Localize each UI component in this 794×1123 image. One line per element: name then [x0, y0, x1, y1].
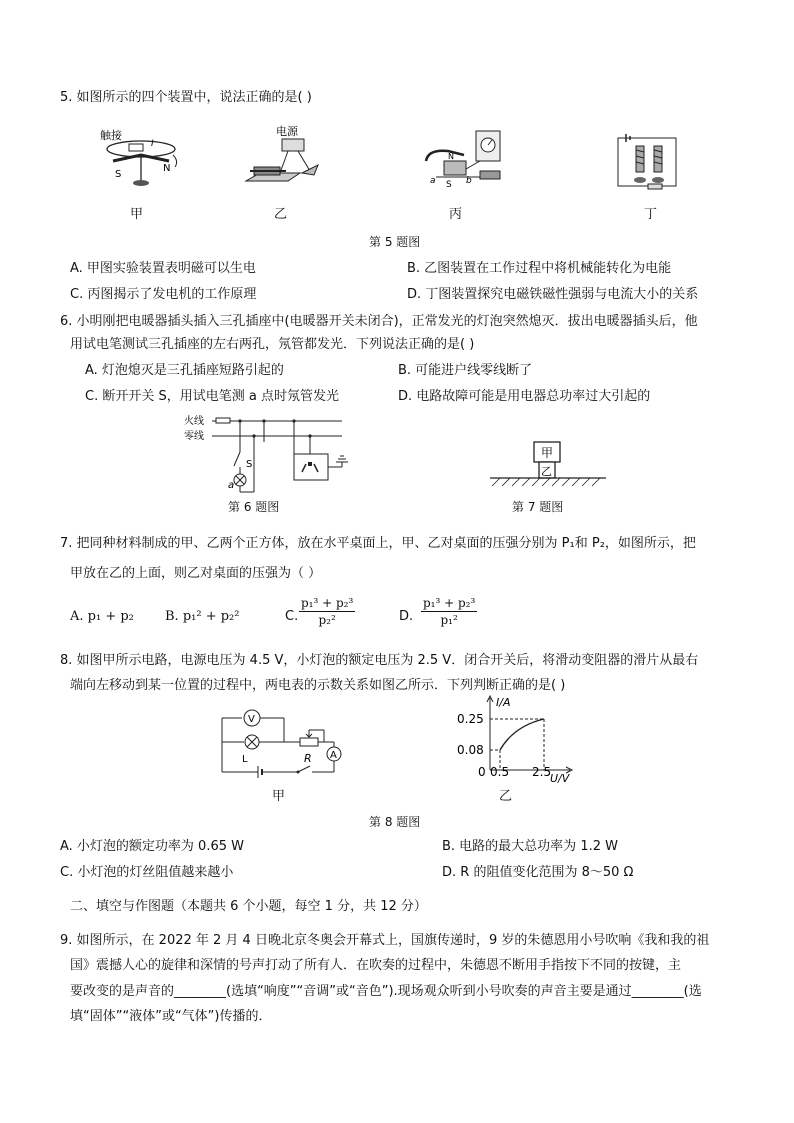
- q5-fig-chujie-label: 触接: [100, 129, 122, 142]
- q7-fig-jia-label: 甲: [541, 446, 554, 460]
- q5-stem: 5. 如图所示的四个装置中，说法正确的是( ): [60, 90, 312, 105]
- q8-fig-i-axis-label: I/A: [496, 696, 511, 709]
- q6-stem-line1: 6. 小明刚把电暖器插头插入三孔插座中(电暖器开关未闭合)，正常发光的灯泡突然熄灭．拔出电暖器插头后，他: [60, 314, 698, 329]
- q5-fig-bing-n-label: N: [448, 152, 454, 161]
- section2-heading: 二、填空与作图题（本题共 6 个小题，每空 1 分，共 12 分）: [70, 899, 427, 914]
- q8-label-jia: 甲: [272, 789, 286, 804]
- q8-fig-xtick-05: 0.5: [490, 765, 510, 779]
- q5-figure-yi: [240, 123, 325, 193]
- q8-fig-u-axis-label: U/V: [550, 772, 570, 785]
- q8-figure-graph: [452, 692, 592, 784]
- q7-caption: 第 7 题图: [512, 500, 564, 514]
- q7-option-d-fraction: [421, 596, 477, 627]
- q8-option-c: C. 小灯泡的灯丝阻值越来越小: [60, 865, 234, 880]
- q5-fig-a-label: a: [430, 176, 436, 186]
- q7-option-d-label: D.: [399, 609, 414, 624]
- q7-stem-line2: 甲放在乙的上面，则乙对桌面的压强为（ ）: [70, 566, 322, 581]
- q6-fig-lingxian-label: 零线: [184, 431, 204, 442]
- q5-option-c: C. 丙图揭示了发电机的工作原理: [70, 287, 257, 302]
- q7-option-b: B. p₁² + p₂²: [165, 609, 240, 624]
- q5-fig-s-label: S: [115, 169, 122, 180]
- q5-label-jia: 甲: [130, 207, 144, 222]
- q5-caption: 第 5 题图: [369, 235, 421, 249]
- q5-figure-bing: [418, 125, 513, 193]
- q6-option-b: B. 可能进户线零线断了: [398, 363, 533, 378]
- q8-fig-xtick-25: 2.5: [532, 765, 552, 779]
- q6-fig-huoxian-label: 火线: [184, 416, 204, 427]
- q8-option-a: A. 小灯泡的额定功率为 0.65 W: [60, 839, 244, 854]
- q9-line2: 国》震撼人心的旋律和深情的号声打动了所有人．在吹奏的过程中，朱德恩不断用手指按下不同的按键，主: [70, 958, 682, 973]
- q8-caption: 第 8 题图: [369, 815, 421, 829]
- q6-option-a: A. 灯泡熄灭是三孔插座短路引起的: [85, 363, 284, 378]
- q8-stem-line1: 8. 如图甲所示电路，电源电压为 4.5 V，小灯泡的额定电压为 2.5 V．闭合开关后，将滑动变阻器的滑片从最右: [60, 653, 699, 668]
- q7-option-c-denominator: p₂²: [318, 613, 336, 627]
- q8-fig-rheostat-label: R: [304, 752, 312, 765]
- q7-option-d-denominator: p₁²: [440, 613, 458, 627]
- q8-fig-lamp-label: L: [242, 754, 248, 765]
- q6-stem-line2: 用试电笔测试三孔插座的左右两孔，氖管都发光．下列说法正确的是( ): [70, 337, 475, 352]
- q9-line1: 9. 如图所示，在 2022 年 2 月 4 日晚北京冬奥会开幕式上，国旗传递时，9 岁的朱德恩用小号吹响《我和我的祖: [60, 933, 710, 948]
- q8-fig-voltmeter-label: V: [248, 714, 255, 725]
- q9-line4: 填“固体”“液体”或“气体”)传播的．: [70, 1009, 272, 1024]
- q7-stem-line1: 7. 把同种材料制成的甲、乙两个正方体，放在水平桌面上，甲、乙对桌面的压强分别为 P₁和 P₂，如图所示，把: [60, 536, 696, 551]
- q7-option-d-numerator: p₁³ + p₂³: [423, 596, 476, 610]
- q7-option-a: A. p₁ + p₂: [70, 609, 134, 624]
- q8-option-b: B. 电路的最大总功率为 1.2 W: [442, 839, 618, 854]
- q5-fig-n-label: N: [163, 163, 171, 174]
- q5-fig-b-label: b: [466, 176, 472, 186]
- q6-fig-switch-label: S: [246, 459, 253, 470]
- q8-fig-ytick-008: 0.08: [457, 743, 484, 757]
- q7-figure-blocks: [488, 436, 608, 492]
- q7-option-c-fraction: [299, 596, 355, 627]
- q6-option-c: C. 断开开关 S，用试电笔测 a 点时氖管发光: [85, 389, 339, 404]
- q5-fig-current-label: I: [151, 139, 154, 149]
- q5-option-b: B. 乙图装置在工作过程中将机械能转化为电能: [407, 261, 672, 276]
- q6-figure-circuit: [182, 412, 357, 497]
- q7-option-c-label: C.: [285, 609, 299, 624]
- q8-fig-ytick-025: 0.25: [457, 712, 484, 726]
- q5-label-ding: 丁: [644, 207, 658, 222]
- q5-option-d: D. 丁图装置探究电磁铁磁性强弱与电流大小的关系: [407, 287, 699, 302]
- q8-figure-circuit: [218, 708, 348, 780]
- q8-option-d: D. R 的阻值变化范围为 8～50 Ω: [442, 865, 634, 880]
- q6-option-d: D. 电路故障可能是用电器总功率过大引起的: [398, 389, 651, 404]
- q8-label-yi: 乙: [499, 789, 513, 804]
- q5-label-yi: 乙: [274, 207, 288, 222]
- q7-fig-yi-label: 乙: [541, 465, 552, 478]
- q7-option-c-numerator: p₁³ + p₂³: [301, 596, 354, 610]
- q6-caption: 第 6 题图: [228, 500, 280, 514]
- q5-option-a: A. 甲图实验装置表明磁可以生电: [70, 261, 256, 276]
- q5-figure-jia: [95, 125, 185, 195]
- q5-fig-bing-s-label: S: [446, 180, 452, 190]
- q5-label-bing: 丙: [449, 207, 463, 222]
- q8-fig-ytick-0: 0: [478, 765, 486, 779]
- q8-fig-ammeter-label: A: [330, 750, 337, 761]
- q5-fig-dianyuan-label: 电源: [276, 125, 298, 138]
- q5-figure-ding: [608, 128, 688, 193]
- q8-stem-line2: 端向左移动到某一位置的过程中，两电表的示数关系如图乙所示．下列判断正确的是( ): [70, 678, 566, 693]
- q9-line3: 要改变的是声音的________(选填“响度”“音调”或“音色”).现场观众听到小号吹奏的声音主要是通过________(选: [70, 984, 702, 999]
- q6-fig-a-label: a: [228, 480, 235, 491]
